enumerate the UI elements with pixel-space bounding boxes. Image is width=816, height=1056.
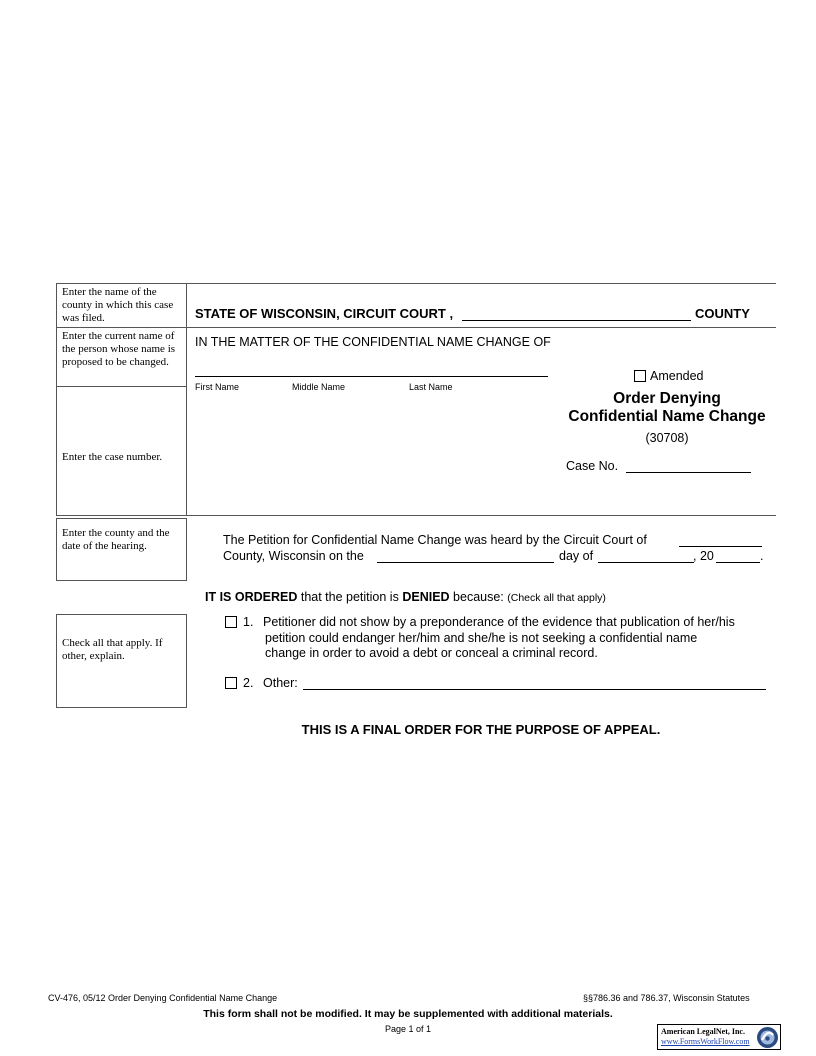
ordered-bold: IT IS ORDERED <box>205 590 298 604</box>
hearing-day-of: day of <box>559 549 594 563</box>
amended-label: Amended <box>650 369 704 383</box>
caption-bottom-rule <box>187 515 776 516</box>
caption-top-rule <box>187 283 776 284</box>
reason-1-text <box>263 615 735 662</box>
reason-1-line2: petition could endanger her/him and she/he is not seeking a confidential name <box>265 630 698 645</box>
hearing-month-field[interactable] <box>598 562 694 563</box>
middle-name-label: Middle Name <box>292 382 346 392</box>
hearing-period: . <box>760 549 764 563</box>
hearing-instruction: Enter the county and the date of the hearing. <box>56 518 187 581</box>
page-number: Page 1 of 1 <box>384 1024 432 1034</box>
amended-checkbox[interactable] <box>634 370 646 382</box>
order-statement <box>205 590 606 604</box>
county-name-field[interactable] <box>462 320 691 321</box>
reason-1-checkbox[interactable] <box>225 616 237 628</box>
hearing-text-line1: The Petition for Confidential Name Change was heard by the Circuit Court of <box>223 533 647 547</box>
form-title-line2: Confidential Name Change <box>568 408 766 425</box>
publisher-logo <box>657 1024 781 1050</box>
county-label: COUNTY <box>695 306 750 321</box>
case-number-field[interactable] <box>626 472 751 473</box>
hearing-day-field[interactable] <box>377 562 554 563</box>
form-title-line1: Order Denying <box>613 390 721 407</box>
logo-url: www.FormsWorkFlow.com <box>661 1037 750 1046</box>
case-number-instruction: Enter the case number. <box>56 386 187 516</box>
reason-2-number: 2. <box>243 676 254 690</box>
hearing-year-prefix: , 20 <box>693 549 714 563</box>
final-order-statement: THIS IS A FINAL ORDER FOR THE PURPOSE OF APPEAL. <box>301 722 661 737</box>
court-heading: STATE OF WISCONSIN, CIRCUIT COURT , <box>195 306 454 321</box>
county-instruction: Enter the name of the county in which this case was filed. <box>56 283 187 328</box>
caption-middle-rule <box>187 327 776 328</box>
reason-2-explanation-field[interactable] <box>303 689 766 690</box>
logo-emblem-icon <box>756 1026 779 1049</box>
reason-1-number: 1. <box>243 615 254 629</box>
form-identifier: CV-476, 05/12 Order Denying Confidential Name Change <box>48 993 278 1003</box>
hearing-year-field[interactable] <box>716 562 760 563</box>
first-name-label: First Name <box>195 382 240 392</box>
ordered-end: because: <box>453 590 504 604</box>
reason-1-line3: change in order to avoid a debt or conceal a criminal record. <box>265 646 598 660</box>
modification-notice: This form shall not be modified. It may be supplemented with additional materials. <box>203 1008 613 1020</box>
last-name-label: Last Name <box>409 382 453 392</box>
denied-bold: DENIED <box>402 590 450 604</box>
check-all-note: (Check all that apply) <box>507 592 606 604</box>
form-code: (30708) <box>645 431 689 445</box>
reason-1-line1: Petitioner did not show by a preponderance of the evidence that publication of her/his <box>263 615 735 629</box>
petitioner-name-field[interactable] <box>195 376 548 377</box>
reason-2-label: Other: <box>263 676 298 690</box>
statute-reference: §§786.36 and 786.37, Wisconsin Statutes <box>583 993 750 1003</box>
matter-heading: IN THE MATTER OF THE CONFIDENTIAL NAME CHANGE OF <box>195 335 551 349</box>
form-title <box>557 390 777 426</box>
case-number-label: Case No. <box>566 459 619 473</box>
hearing-county-field[interactable] <box>679 546 762 547</box>
ordered-mid: that the petition is <box>300 590 399 604</box>
logo-company: American LegalNet, Inc. <box>661 1027 745 1036</box>
name-instruction: Enter the current name of the person whose name is proposed to be changed. <box>56 327 187 387</box>
check-instruction: Check all that apply. If other, explain. <box>56 614 187 708</box>
reason-2-checkbox[interactable] <box>225 677 237 689</box>
hearing-county-wi: County, Wisconsin on the <box>223 549 364 563</box>
